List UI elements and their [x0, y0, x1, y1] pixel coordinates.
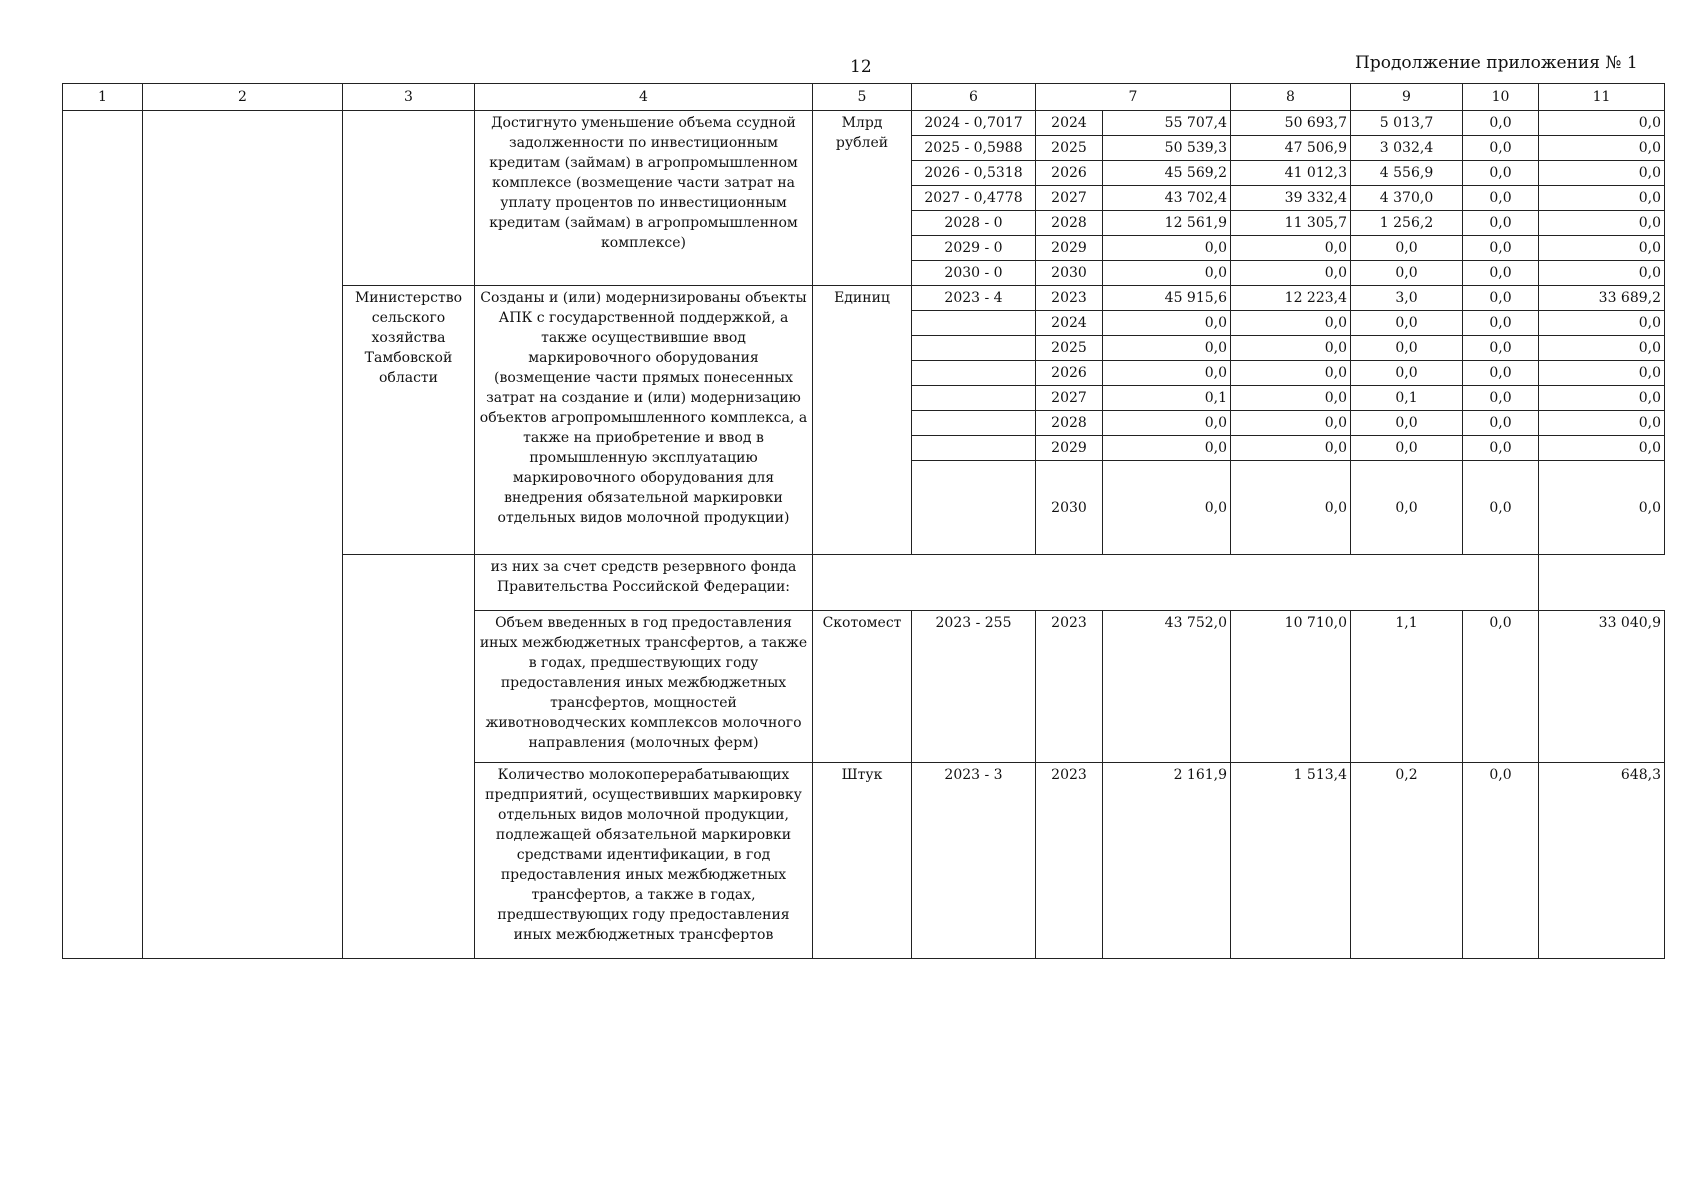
- value-col9: 3,0: [1351, 286, 1463, 311]
- value-col9: 4 370,0: [1351, 186, 1463, 211]
- value-col7: 55 707,4: [1103, 111, 1231, 136]
- cell-col3-block1: [343, 111, 475, 286]
- value-col8: 10 710,0: [1231, 611, 1351, 763]
- value-col7: 0,0: [1103, 261, 1231, 286]
- col-header-8: 8: [1231, 84, 1351, 111]
- cell-col1: [63, 111, 143, 959]
- target-value: 2023 - 255: [912, 611, 1036, 763]
- col-header-4: 4: [475, 84, 813, 111]
- value-col7: 0,1: [1103, 386, 1231, 411]
- target-value: 2027 - 0,4778: [912, 186, 1036, 211]
- value-col11: 0,0: [1539, 136, 1665, 161]
- year-cell: 2030: [1036, 461, 1103, 555]
- value-col10: 0,0: [1463, 136, 1539, 161]
- cell-col2: [143, 111, 343, 959]
- unit-cell: Млрд рублей: [813, 111, 912, 286]
- value-col11: 33 040,9: [1539, 611, 1665, 763]
- value-col11: 0,0: [1539, 311, 1665, 336]
- value-col8: 1 513,4: [1231, 763, 1351, 959]
- col-header-11: 11: [1539, 84, 1665, 111]
- col-header-2: 2: [143, 84, 343, 111]
- col-header-10: 10: [1463, 84, 1539, 111]
- value-col10: 0,0: [1463, 611, 1539, 763]
- value-col10: 0,0: [1463, 211, 1539, 236]
- value-col8: 41 012,3: [1231, 161, 1351, 186]
- value-col9: 3 032,4: [1351, 136, 1463, 161]
- value-col10: 0,0: [1463, 261, 1539, 286]
- target-value: [912, 386, 1036, 411]
- value-col10: 0,0: [1463, 763, 1539, 959]
- target-value: 2029 - 0: [912, 236, 1036, 261]
- col-header-1: 1: [63, 84, 143, 111]
- target-value: [912, 311, 1036, 336]
- value-col8: 0,0: [1231, 236, 1351, 261]
- responsible-ministry: Министерство сельского хозяйства Тамбовской области: [343, 286, 475, 555]
- value-col11: 0,0: [1539, 461, 1665, 555]
- value-col10: 0,0: [1463, 236, 1539, 261]
- value-col9: 0,0: [1351, 261, 1463, 286]
- value-col9: 0,0: [1351, 436, 1463, 461]
- value-col7: 45 915,6: [1103, 286, 1231, 311]
- value-col10: 0,0: [1463, 111, 1539, 136]
- value-col7: 50 539,3: [1103, 136, 1231, 161]
- col-header-9: 9: [1351, 84, 1463, 111]
- value-col7: 0,0: [1103, 436, 1231, 461]
- col-header-5: 5: [813, 84, 912, 111]
- value-col7: 43 752,0: [1103, 611, 1231, 763]
- year-cell: 2029: [1036, 236, 1103, 261]
- value-col11: 0,0: [1539, 161, 1665, 186]
- page-number: 12: [850, 57, 872, 77]
- year-cell: 2026: [1036, 361, 1103, 386]
- year-cell: 2028: [1036, 411, 1103, 436]
- value-col9: 0,0: [1351, 461, 1463, 555]
- target-value: 2025 - 0,5988: [912, 136, 1036, 161]
- value-col11: 0,0: [1539, 411, 1665, 436]
- value-col7: 2 161,9: [1103, 763, 1231, 959]
- target-value: 2026 - 0,5318: [912, 161, 1036, 186]
- reserve-fund-note: из них за счет средств резервного фонда Правительства Российской Федерации:: [475, 555, 813, 611]
- value-col9: 4 556,9: [1351, 161, 1463, 186]
- reserve-fund-empty: [813, 555, 1539, 611]
- value-col7: 43 702,4: [1103, 186, 1231, 211]
- indicator-description: Достигнуто уменьшение объема ссудной задолженности по инвестиционным кредитам (займам) в агропромышленном комплексе (возмещение части затрат на уплату процентов по инвестиционным кредитам (займам) в агропромышленном комплексе): [475, 111, 813, 286]
- value-col10: 0,0: [1463, 436, 1539, 461]
- target-value: [912, 461, 1036, 555]
- table-row: [63, 111, 1665, 136]
- value-col9: 0,0: [1351, 361, 1463, 386]
- value-col10: 0,0: [1463, 361, 1539, 386]
- value-col8: 0,0: [1231, 261, 1351, 286]
- year-cell: 2024: [1036, 311, 1103, 336]
- target-value: 2028 - 0: [912, 211, 1036, 236]
- value-col11: 0,0: [1539, 261, 1665, 286]
- value-col9: 1,1: [1351, 611, 1463, 763]
- value-col7: 0,0: [1103, 461, 1231, 555]
- year-cell: 2028: [1036, 211, 1103, 236]
- indicator-description: Созданы и (или) модернизированы объекты АПК с государственной поддержкой, а также осуществившие ввод маркировочного оборудования (возмещение части прямых понесенных затрат на создание и (или) модернизацию объектов агропромышленного комплекса, а также на приобретение и ввод в промышленную эксплуатацию маркировочного оборудования для внедрения обязательной маркировки отдельных видов молочной продукции): [475, 286, 813, 555]
- value-col8: 0,0: [1231, 311, 1351, 336]
- indicator-description: Количество молокоперерабатывающих предприятий, осуществивших маркировку отдельных видов молочной продукции, подлежащей обязательной маркировки средствами идентификации, в год предоставления иных межбюджетных трансфертов, а также в годах, предшествующих году предоставления иных межбюджетных трансфертов: [475, 763, 813, 959]
- target-value: 2030 - 0: [912, 261, 1036, 286]
- value-col10: 0,0: [1463, 286, 1539, 311]
- budget-table: [62, 83, 1665, 959]
- col-header-3: 3: [343, 84, 475, 111]
- value-col8: 0,0: [1231, 361, 1351, 386]
- value-col9: 0,0: [1351, 236, 1463, 261]
- year-cell: 2027: [1036, 186, 1103, 211]
- appendix-continuation-label: Продолжение приложения № 1: [1355, 53, 1638, 73]
- value-col11: 0,0: [1539, 361, 1665, 386]
- value-col8: 39 332,4: [1231, 186, 1351, 211]
- year-cell: 2025: [1036, 136, 1103, 161]
- value-col10: 0,0: [1463, 386, 1539, 411]
- value-col11: 0,0: [1539, 111, 1665, 136]
- value-col7: 0,0: [1103, 311, 1231, 336]
- value-col11: 0,0: [1539, 336, 1665, 361]
- cell-col3-reserve: [343, 555, 475, 959]
- col-header-7: 7: [1036, 84, 1231, 111]
- value-col7: 12 561,9: [1103, 211, 1231, 236]
- value-col8: 12 223,4: [1231, 286, 1351, 311]
- unit-cell: Скотомест: [813, 611, 912, 763]
- year-cell: 2026: [1036, 161, 1103, 186]
- value-col8: 0,0: [1231, 411, 1351, 436]
- value-col9: 0,0: [1351, 311, 1463, 336]
- value-col11: 0,0: [1539, 236, 1665, 261]
- year-cell: 2029: [1036, 436, 1103, 461]
- value-col11: 0,0: [1539, 436, 1665, 461]
- value-col8: 0,0: [1231, 386, 1351, 411]
- year-cell: 2024: [1036, 111, 1103, 136]
- value-col8: 11 305,7: [1231, 211, 1351, 236]
- value-col7: 0,0: [1103, 336, 1231, 361]
- value-col8: 50 693,7: [1231, 111, 1351, 136]
- value-col9: 0,2: [1351, 763, 1463, 959]
- value-col10: 0,0: [1463, 461, 1539, 555]
- year-cell: 2023: [1036, 763, 1103, 959]
- value-col7: 0,0: [1103, 236, 1231, 261]
- value-col9: 0,0: [1351, 336, 1463, 361]
- year-cell: 2025: [1036, 336, 1103, 361]
- value-col10: 0,0: [1463, 186, 1539, 211]
- value-col9: 0,1: [1351, 386, 1463, 411]
- year-cell: 2030: [1036, 261, 1103, 286]
- value-col10: 0,0: [1463, 161, 1539, 186]
- target-value: 2023 - 3: [912, 763, 1036, 959]
- year-cell: 2023: [1036, 286, 1103, 311]
- col-header-6: 6: [912, 84, 1036, 111]
- value-col11: 0,0: [1539, 211, 1665, 236]
- target-value: [912, 436, 1036, 461]
- value-col7: 0,0: [1103, 411, 1231, 436]
- value-col8: 0,0: [1231, 461, 1351, 555]
- indicator-description: Объем введенных в год предоставления иных межбюджетных трансфертов, а также в годах, предшествующих году предоставления иных межбюджетных трансфертов, мощностей животноводческих комплексов молочного направления (молочных ферм): [475, 611, 813, 763]
- value-col8: 0,0: [1231, 336, 1351, 361]
- target-value: [912, 411, 1036, 436]
- value-col11: 648,3: [1539, 763, 1665, 959]
- value-col9: 5 013,7: [1351, 111, 1463, 136]
- value-col9: 0,0: [1351, 411, 1463, 436]
- value-col10: 0,0: [1463, 311, 1539, 336]
- target-value: 2023 - 4: [912, 286, 1036, 311]
- value-col11: 0,0: [1539, 186, 1665, 211]
- value-col10: 0,0: [1463, 411, 1539, 436]
- value-col11: 0,0: [1539, 386, 1665, 411]
- year-cell: 2027: [1036, 386, 1103, 411]
- target-value: [912, 336, 1036, 361]
- unit-cell: Единиц: [813, 286, 912, 555]
- value-col8: 47 506,9: [1231, 136, 1351, 161]
- value-col7: 0,0: [1103, 361, 1231, 386]
- value-col7: 45 569,2: [1103, 161, 1231, 186]
- value-col8: 0,0: [1231, 436, 1351, 461]
- target-value: 2024 - 0,7017: [912, 111, 1036, 136]
- value-col9: 1 256,2: [1351, 211, 1463, 236]
- unit-cell: Штук: [813, 763, 912, 959]
- value-col11: 33 689,2: [1539, 286, 1665, 311]
- value-col10: 0,0: [1463, 336, 1539, 361]
- target-value: [912, 361, 1036, 386]
- year-cell: 2023: [1036, 611, 1103, 763]
- column-number-row: [63, 84, 1665, 111]
